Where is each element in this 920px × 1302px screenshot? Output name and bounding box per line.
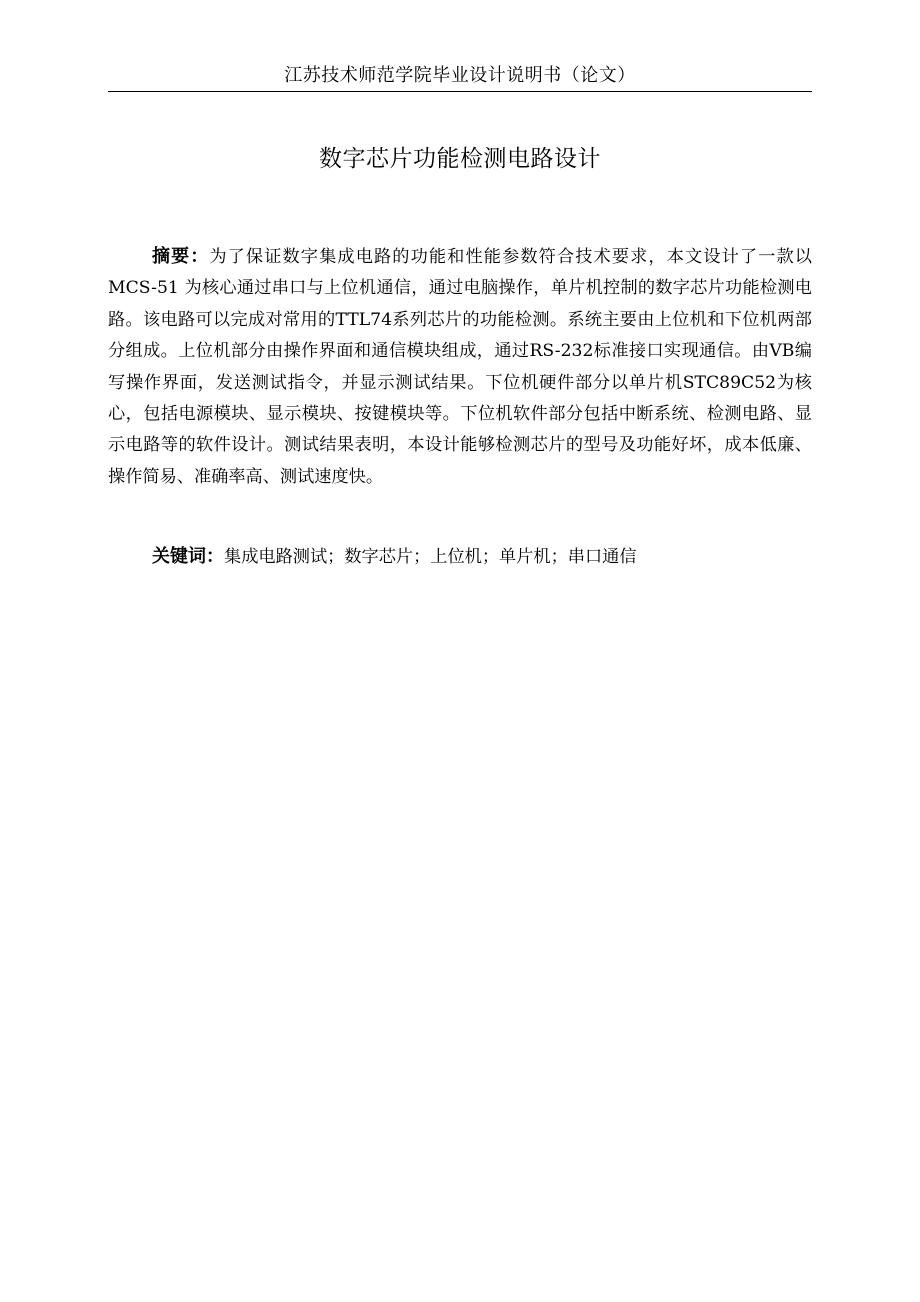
document-title: 数字芯片功能检测电路设计 xyxy=(319,146,601,172)
keywords-text: 集成电路测试；数字芯片；上位机；单片机；串口通信 xyxy=(224,547,637,567)
abstract-paragraph xyxy=(108,241,812,493)
abstract-text: 为了保证数字集成电路的功能和性能参数符合技术要求，本文设计了一款以MCS-51 为核心通过串口与上位机通信，通过电脑操作，单片机控制的数字芯片功能检测电路。该电路可以完成对常用的TTL74系列芯片的功能检测。系统主要由上位机和下位机两部分组成。上位机部分由操作界面和通信模块组成，通过RS-232标准接口实现通信。由VB编写操作界面，发送测试指令，并显示测试结果。下位机硬件部分以单片机STC89C52为核心，包括电源模块、显示模块、按键模块等。下位机软件部分包括中断系统、检测电路、显示电路等的软件设计。测试结果表明，本设计能够检测芯片的型号及功能好坏，成本低廉、操作简易、准确率高、测试速度快。 xyxy=(108,247,812,487)
keywords-label: 关键词： xyxy=(152,546,224,567)
keywords-paragraph xyxy=(108,541,812,573)
header-divider xyxy=(108,91,812,92)
running-header: 江苏技术师范学院毕业设计说明书（论文） xyxy=(284,65,636,86)
abstract-label: 摘要： xyxy=(152,246,210,267)
